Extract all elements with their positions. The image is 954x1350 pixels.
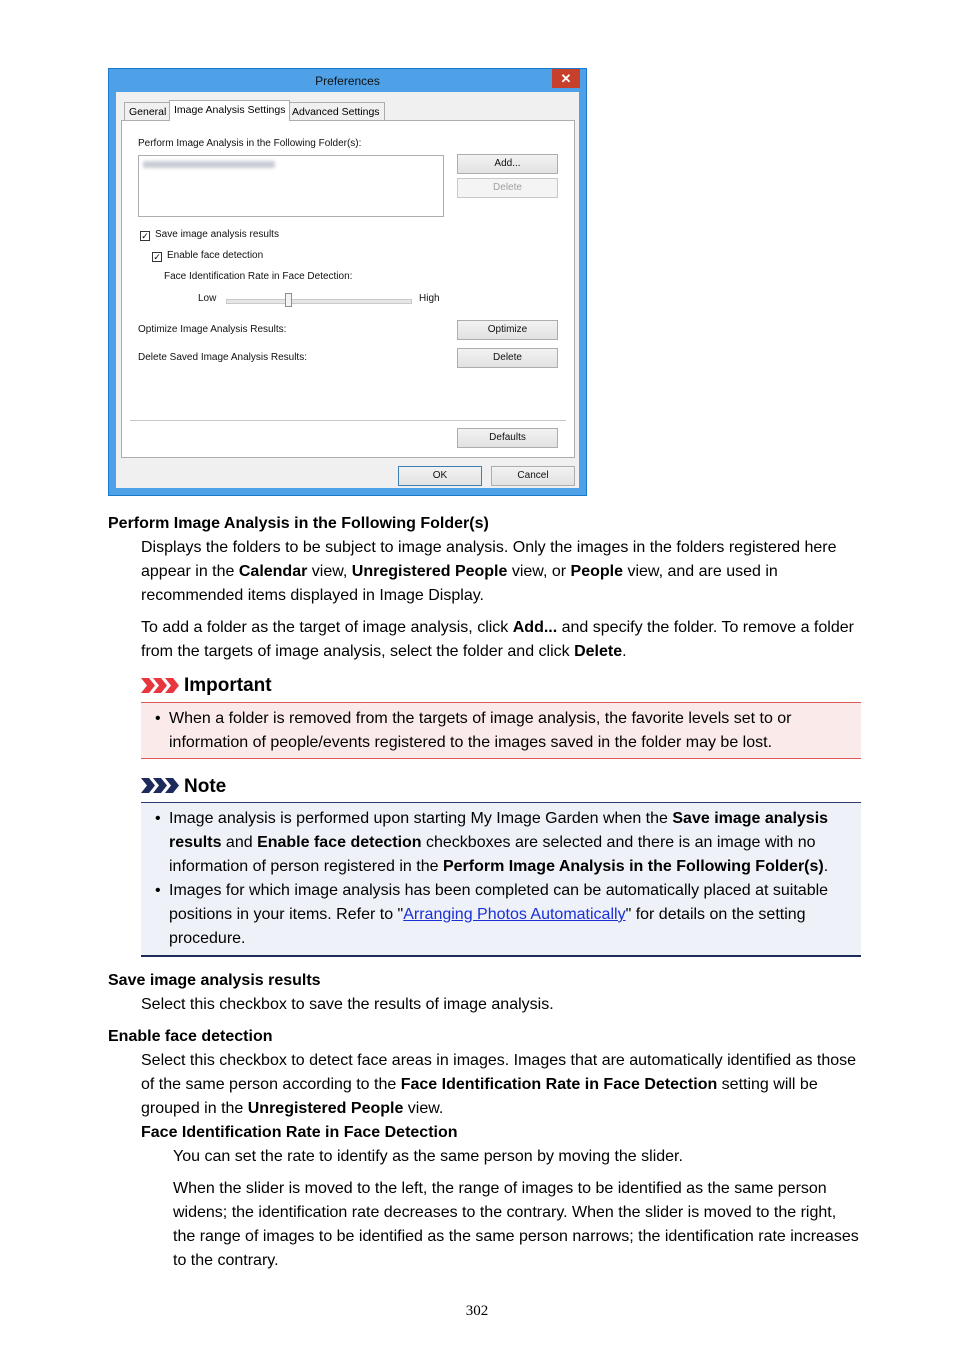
subsection-heading-rate: Face Identification Rate in Face Detection	[141, 1124, 458, 1141]
delete-saved-label: Delete Saved Image Analysis Results:	[138, 352, 307, 363]
cancel-button[interactable]: Cancel	[491, 466, 575, 486]
important-icon	[141, 678, 181, 693]
dialog-title: Preferences	[315, 74, 380, 88]
rate-slider-thumb[interactable]	[285, 293, 292, 307]
add-folder-paragraph-line: To add a folder as the target of image analysis, click Add... and specify the folder. To remove a folder	[141, 619, 854, 636]
slider-low-label: Low	[198, 293, 217, 304]
add-button[interactable]: Add...	[457, 154, 558, 174]
note-text-line: information of person registered in the Perform Image Analysis in the Following Folder(s).	[169, 858, 829, 875]
image-analysis-panel	[121, 120, 575, 458]
note-text-line: results and Enable face detection checkboxes are selected and there is an image with no	[169, 834, 816, 851]
note-text-line: Images for which image analysis has been completed can be automatically placed at suitable	[169, 882, 829, 899]
folders-paragraph-line: appear in the Calendar view, Unregistered People view, or People view, and are used in	[141, 563, 778, 580]
rate-detail-line: widens; the identification rate decreases to the contrary. When the slider is moved to the right,	[173, 1204, 837, 1221]
tab-general[interactable]: General	[124, 102, 171, 121]
rate-detail-line: to the contrary.	[173, 1252, 279, 1269]
section-heading-save: Save image analysis results	[108, 972, 321, 989]
folder-list[interactable]	[138, 155, 444, 217]
save-results-checkbox[interactable]: ✓	[141, 231, 149, 241]
tab-advanced-settings[interactable]: Advanced Settings	[287, 102, 385, 121]
important-text-line: When a folder is removed from the targets of image analysis, the favorite levels set to or	[169, 710, 792, 727]
face-paragraph-line: Select this checkbox to detect face areas in images. Images that are automatically identified as those	[141, 1052, 857, 1069]
optimize-label: Optimize Image Analysis Results:	[138, 324, 287, 335]
face-detection-label: Enable face detection	[167, 250, 264, 261]
folder-path-item[interactable]	[143, 161, 275, 168]
note-icon	[141, 778, 181, 793]
rate-detail-line: When the slider is moved to the left, the range of images to be identified as the same person	[173, 1180, 827, 1197]
arranging-photos-link[interactable]: Arranging Photos Automatically	[403, 906, 626, 923]
folders-paragraph-line: recommended items displayed in Image Display.	[141, 587, 484, 604]
delete-folder-button[interactable]: Delete	[457, 178, 558, 198]
optimize-button[interactable]: Optimize	[457, 320, 558, 340]
note-text-line: positions in your items. Refer to "Arranging Photos Automatically" for details on the setting	[169, 906, 806, 923]
face-paragraph-line: of the same person according to the Face Identification Rate in Face Detection setting will be	[141, 1076, 818, 1093]
defaults-button[interactable]: Defaults	[457, 428, 558, 448]
section-heading-folders: Perform Image Analysis in the Following Folder(s)	[108, 515, 489, 532]
face-paragraph-line: grouped in the Unregistered People view.	[141, 1100, 444, 1117]
save-description: Select this checkbox to save the results of image analysis.	[141, 996, 554, 1013]
dialog-client-area	[116, 92, 579, 488]
add-folder-paragraph-line: from the targets of image analysis, select the folder and click Delete.	[141, 643, 627, 660]
tab-image-analysis-settings[interactable]: Image Analysis Settings	[169, 100, 290, 121]
folders-paragraph-line: Displays the folders to be subject to image analysis. Only the images in the folders registered here	[141, 539, 837, 556]
slider-high-label: High	[419, 293, 440, 304]
rate-paragraph: You can set the rate to identify as the same person by moving the slider.	[173, 1148, 683, 1165]
delete-saved-button[interactable]: Delete	[457, 348, 558, 368]
bullet-marker: •	[155, 810, 161, 827]
rate-detail-line: the range of images to be identified as the same person narrows; the identification rate increases	[173, 1228, 859, 1245]
note-box	[141, 802, 861, 957]
section-heading-face: Enable face detection	[108, 1028, 273, 1045]
face-detection-checkbox[interactable]: ✓	[153, 252, 161, 262]
folders-label: Perform Image Analysis in the Following Folder(s):	[138, 138, 362, 149]
note-text-line: procedure.	[169, 930, 246, 947]
note-text-line: Image analysis is performed upon starting My Image Garden when the Save image analysis	[169, 810, 829, 827]
save-results-label: Save image analysis results	[155, 229, 279, 240]
bullet-marker: •	[155, 710, 161, 727]
panel-separator	[130, 420, 566, 421]
rate-label: Face Identification Rate in Face Detection:	[164, 271, 353, 282]
important-text-line: information of people/events registered to the images saved in the folder may be lost.	[169, 734, 773, 751]
preferences-dialog	[108, 68, 587, 496]
bullet-marker: •	[155, 882, 161, 899]
page-number: 302	[465, 1303, 489, 1319]
important-title: Important	[184, 675, 272, 696]
ok-button[interactable]: OK	[398, 466, 482, 486]
rate-slider-track[interactable]	[226, 299, 412, 304]
important-box	[141, 702, 861, 759]
note-title: Note	[184, 776, 227, 797]
close-button[interactable]: ✕	[552, 69, 580, 88]
